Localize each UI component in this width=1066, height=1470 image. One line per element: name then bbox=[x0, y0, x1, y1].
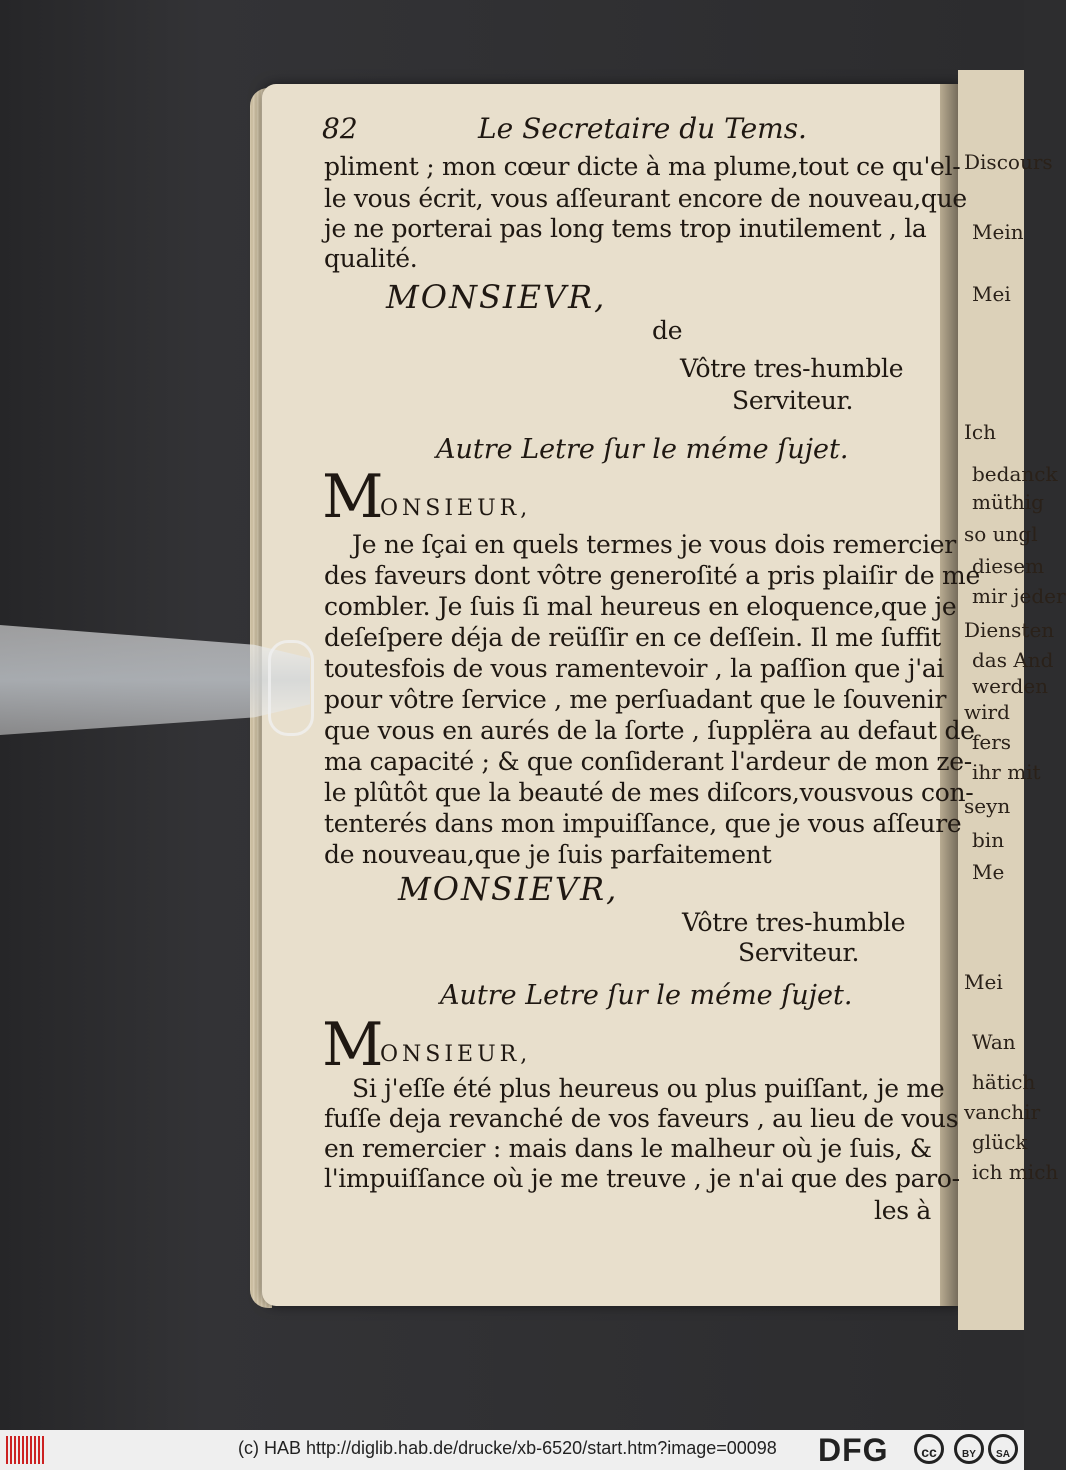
facing-page-fragment bbox=[958, 70, 1066, 1330]
body-line: tenterés dans mon impuiſſance, que je vous aſſeure bbox=[324, 809, 962, 838]
sa-license-icon bbox=[988, 1434, 1018, 1464]
catchword: les à bbox=[874, 1196, 931, 1225]
body-line: le plûtôt que la beauté de mes diſcors,vousvous con- bbox=[324, 778, 974, 807]
facing-page-text: hätich bbox=[972, 1070, 1036, 1094]
page-holder-tip bbox=[268, 640, 314, 736]
body-line: ma capacité ; & que conſiderant l'ardeur de mon ze- bbox=[324, 747, 972, 776]
body-line: en remercier : mais dans le malheur où je ſuis, & bbox=[324, 1134, 932, 1163]
facing-page-text: diesem bbox=[972, 554, 1045, 578]
body-line: pour vôtre ſervice , me perſuadant que le ſouvenir bbox=[324, 685, 947, 714]
body-line: l'impuiſſance où je me treuve , je n'ai que des paro- bbox=[324, 1164, 960, 1193]
body-line: toutesfois de vous ramentevoir , la paſſion que j'ai bbox=[324, 654, 945, 683]
facing-page-text: Mein bbox=[972, 220, 1024, 244]
letter-opening: ONSIEUR, bbox=[380, 496, 532, 521]
body-line: je ne porterai pas long tems trop inutilement , la bbox=[324, 214, 927, 243]
facing-page-text: Me bbox=[972, 860, 1005, 884]
facing-page-text: fers bbox=[972, 730, 1012, 754]
facing-page-text: müthig bbox=[972, 490, 1044, 514]
body-line: deſeſpere déja de reüſſir en ce deſſein. Il me ſuffit bbox=[324, 623, 941, 652]
by-label: BY bbox=[962, 1449, 976, 1460]
body-line: pliment ; mon cœur dicte à ma plume,tout ce qu'el- bbox=[324, 152, 961, 181]
salutation: MONSIEVR, bbox=[398, 870, 619, 908]
facing-page-text: bedanck bbox=[972, 462, 1058, 486]
drop-cap: M bbox=[322, 1010, 384, 1080]
body-line: combler. Je ſuis ſi mal heureus en eloquence,que je bbox=[324, 592, 957, 621]
closing-line: Serviteur. bbox=[732, 386, 854, 415]
facing-page-text: das And bbox=[972, 648, 1054, 672]
copyright-link[interactable]: (c) HAB http://diglib.hab.de/drucke/xb-6520/start.htm?image=00098 bbox=[238, 1438, 777, 1458]
cc-license-icon: cc bbox=[914, 1434, 944, 1464]
body-line: Si j'eſſe été plus heureus ou plus puiſſant, je me bbox=[352, 1074, 945, 1103]
salutation: MONSIEVR, bbox=[386, 278, 607, 316]
sa-label: SA bbox=[996, 1449, 1010, 1460]
facing-page-text: glück bbox=[972, 1130, 1028, 1154]
facing-page-text: Discours bbox=[964, 150, 1053, 174]
facing-page-text: Ich bbox=[964, 420, 996, 444]
letter-opening: ONSIEUR, bbox=[380, 1042, 532, 1067]
body-line: des faveurs dont vôtre generoſité a pris plaiſir de me bbox=[324, 561, 980, 590]
facing-page-text: wird bbox=[964, 700, 1010, 724]
body-line: de nouveau,que je ſuis parfaitement bbox=[324, 840, 772, 869]
body-line: que vous en aurés de la ſorte , ſupplëra au defaut de bbox=[324, 716, 975, 745]
barcode-icon bbox=[6, 1436, 44, 1464]
drop-cap: M bbox=[322, 462, 384, 532]
body-line: qualité. bbox=[324, 244, 418, 273]
facing-page-text: werden bbox=[972, 674, 1049, 698]
facing-page-text: so ungl bbox=[964, 522, 1038, 546]
closing-line: Vôtre tres-humble bbox=[680, 354, 904, 383]
facing-page-text: ich mich bbox=[972, 1160, 1059, 1184]
facing-page-text: seyn bbox=[964, 794, 1011, 818]
facing-page-text: vanchir bbox=[964, 1100, 1041, 1124]
closing-line: Serviteur. bbox=[738, 938, 860, 967]
body-line: Je ne ſçai en quels termes je vous dois remercier bbox=[352, 530, 956, 559]
facing-page-text: Diensten bbox=[964, 618, 1055, 642]
facing-page-text: mir jeder bbox=[972, 584, 1066, 608]
facing-page-text: ihr mit bbox=[972, 760, 1041, 784]
facing-page-text: Mei bbox=[972, 282, 1011, 306]
dfg-logo: DFG bbox=[818, 1432, 889, 1468]
running-title: Le Secretaire du Tems. bbox=[478, 112, 807, 145]
facing-page-text: Mei bbox=[964, 970, 1003, 994]
section-heading: Autre Letre ſur le méme ſujet. bbox=[436, 434, 849, 465]
by-license-icon bbox=[954, 1434, 984, 1464]
facing-page-text: Wan bbox=[972, 1030, 1016, 1054]
closing-de: de bbox=[652, 316, 683, 345]
page-number: 82 bbox=[322, 112, 358, 145]
facing-page-text: bin bbox=[972, 828, 1005, 852]
closing-line: Vôtre tres-humble bbox=[682, 908, 906, 937]
body-line: fuſſe deja revanché de vos faveurs , au lieu de vous bbox=[324, 1104, 959, 1133]
section-heading: Autre Letre ſur le méme ſujet. bbox=[440, 980, 853, 1011]
body-line: le vous écrit, vous aſſeurant encore de nouveau,que bbox=[324, 184, 967, 213]
